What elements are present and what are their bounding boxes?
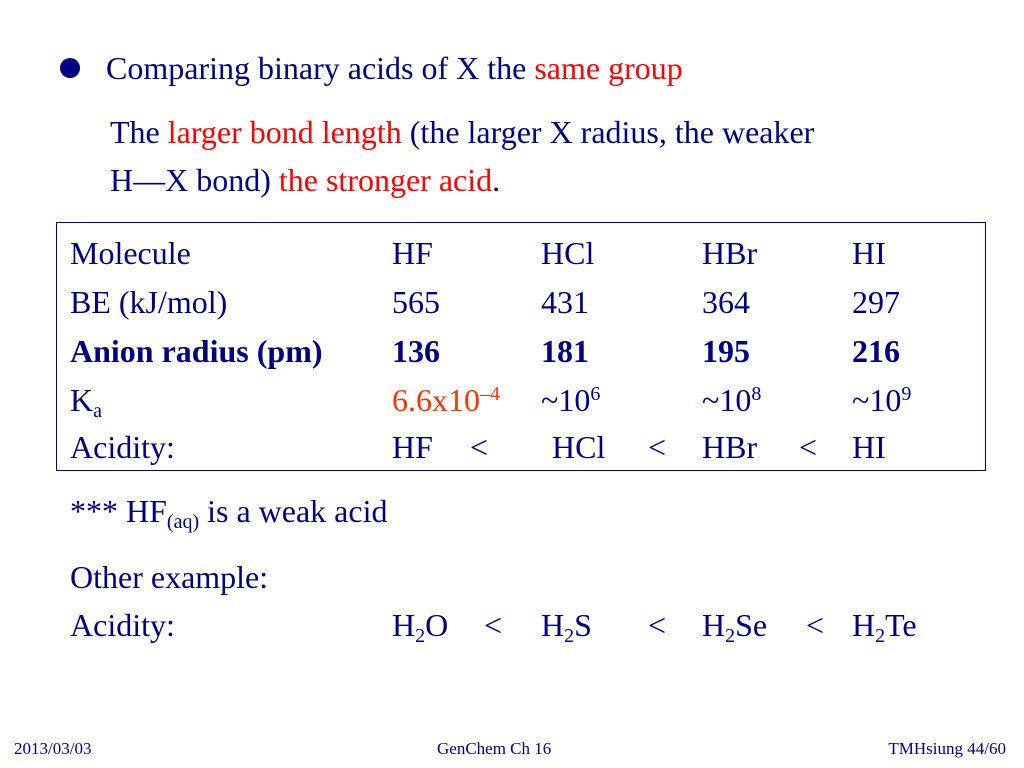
radius-hi: 216 [852, 333, 900, 369]
heading-text: Comparing binary acids of X the [106, 50, 535, 86]
acidity-hbr: HBr [702, 429, 758, 465]
ka-hbr-base: ~10 [702, 382, 752, 418]
acidity-h2o [392, 607, 449, 648]
line1-post: (the larger X radius, the weaker [401, 114, 815, 150]
h2o-sub: 2 [415, 625, 426, 648]
be-hcl: 431 [541, 284, 589, 320]
acidity-h2s [541, 607, 592, 648]
h2s-sub: 2 [564, 625, 575, 648]
note-subscript: (aq) [166, 511, 200, 534]
be-hi: 297 [852, 284, 900, 320]
bullet-dot [60, 58, 80, 78]
ka-hcl-exp: 6 [590, 383, 601, 405]
ka-hi-base: ~10 [852, 382, 902, 418]
footer-date: 2013/03/03 [14, 739, 92, 758]
line2-post: . [492, 162, 501, 198]
ka-hi-exp: 9 [901, 383, 912, 405]
ka-hi [852, 384, 911, 416]
be-hbr: 364 [702, 284, 750, 320]
less-than-symbol: < [648, 429, 667, 465]
line1-pre: The [110, 114, 168, 150]
be-label: BE (kJ/mol) [70, 284, 228, 320]
ka-label-main: K [70, 382, 94, 418]
less-than-symbol: < [484, 607, 503, 643]
footer-course: GenChem Ch 16 [437, 739, 552, 758]
ka-hf-base: 6.6x10 [392, 382, 480, 418]
line2-pre: H—X bond) [110, 162, 279, 198]
acidity-hcl: HCl [552, 429, 606, 465]
radius-hbr: 195 [702, 333, 750, 369]
ka-hbr-exp: 8 [751, 383, 762, 405]
ka-hbr [702, 384, 761, 416]
ka-label [70, 382, 102, 423]
ka-label-sub: a [93, 400, 102, 423]
slide-heading [106, 52, 683, 84]
molecule-label: Molecule [70, 235, 191, 271]
radius-hf: 136 [392, 333, 440, 369]
less-than-symbol: < [648, 607, 667, 643]
explanation-line-1 [110, 116, 814, 148]
be-hf: 565 [392, 284, 440, 320]
heading-highlight: same group [534, 50, 683, 86]
ka-hf-exp: –4 [480, 383, 500, 405]
weak-acid-note [70, 493, 388, 534]
line2-highlight: the stronger acid [278, 162, 493, 198]
h2te-sub: 2 [875, 625, 886, 648]
h2o-post: O [425, 607, 449, 643]
h2te-post: Te [885, 607, 917, 643]
ka-hcl-base: ~10 [541, 382, 591, 418]
h2s-post: S [574, 607, 592, 643]
less-than-symbol: < [470, 429, 489, 465]
molecule-hbr: HBr [702, 235, 758, 271]
less-than-symbol: < [799, 429, 818, 465]
radius-label: Anion radius (pm) [70, 333, 323, 369]
note-prefix: *** HF [70, 493, 167, 529]
h2se-pre: H [702, 607, 726, 643]
h2o-pre: H [392, 607, 416, 643]
other-acidity-label: Acidity: [70, 607, 175, 643]
ka-hf [392, 384, 500, 416]
molecule-hi: HI [852, 235, 886, 271]
explanation-line-2 [110, 164, 500, 196]
molecule-hcl: HCl [541, 235, 595, 271]
radius-hcl: 181 [541, 333, 589, 369]
footer-page-number: TMHsiung 44/60 [888, 739, 1006, 758]
acidity-hi: HI [852, 429, 886, 465]
h2s-pre: H [541, 607, 565, 643]
molecule-hf: HF [392, 235, 433, 271]
acidity-h2se [702, 607, 768, 648]
line1-highlight: larger bond length [167, 114, 402, 150]
h2te-pre: H [852, 607, 876, 643]
h2se-sub: 2 [725, 625, 736, 648]
acidity-h2te [852, 607, 917, 648]
h2se-post: Se [735, 607, 768, 643]
less-than-symbol: < [806, 607, 825, 643]
acidity-label: Acidity: [70, 429, 175, 465]
acidity-hf: HF [392, 429, 433, 465]
note-suffix: is a weak acid [199, 493, 388, 529]
ka-hcl [541, 384, 600, 416]
other-example-label: Other example: [70, 559, 269, 595]
